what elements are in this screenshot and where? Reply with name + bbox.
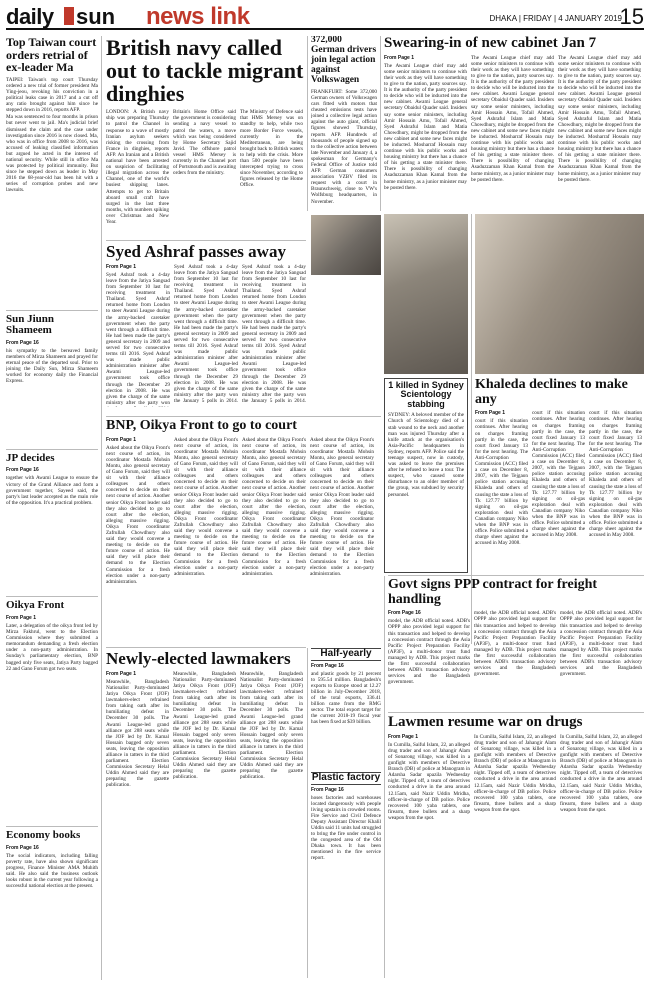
headline: 372,000 German drivers join legal action against Volkswagen [311, 36, 377, 85]
article-column: Asked about the Oikya Front's next course of action, its coordinator Mostafa Mohsin Montu, also general secretary of Gano Forum, said they will sit with their alliance colleagues and others concerned to decide on their next course of action. Another senior Oikya Front leader said they also decided to go to court after the election, alleging massive rigging. Oikya Front coordinator Zafrullah Chowdhury also said they would convene a meeting to decide on the future course of action. He said they will place their demand to the Election Commission for a fresh election under a non-party administration. [242, 436, 306, 577]
article-column: Syed Ashraf took a 4-day leave from the Jatiya Sangsad from September 10 last for receiving treatment in Thailand. Syed Ashraf returned home from London to steer Awami League during the army-backed caretaker government when the party went through a difficult time. He had been made the party's general secretary in 2009 and served for two consecutive terms till 2016. Syed Ashraf was made public administration minister after Awami League-led government took office through the December 29 election in 2008. He was given the charge of the same ministry after the party won the January 5 polls in 2014. [174, 263, 238, 404]
article-body: SYDNEY: A beloved member of the Church of Scientology died of a stab wound to the neck and another man was injured Thursday after a knife attack at the organisation's Asia-Pacific headquarters in Sydney, reports AFP. Police said the teenage suspect, now in custody, was asked to leave the premises after he refused to leave a tour. The suspect, who caused some disturbance to an older member of the group, was subdued by security personnel. [388, 412, 464, 498]
article-column: Asked about the Oikya Front's next course of action, its coordinator Mostafa Mohsin Montu, also general secretary of Gano Forum, said they will sit with their alliance colleagues and others concerned to decide on their next course of action. Another senior Oikya Front leader said they also decided to go to court after the election, alleging massive rigging. Oikya Front coordinator Zafrullah Chowdhury also said they would convene a meeting to decide on the future course of action. He said they will place their demand to the Election Commission for a fresh election under a non-party administration. [106, 444, 170, 585]
article-column: LONDON: A British navy ship was preparing Thursday to patrol the Channel in response to a wave of mostly Iranian asylum seekers risking the crossing from France in dinghies, reports AFP. An Iranian and a British national have been arrested on suspicion of facilitating illegal migration across the Channel, one of the world's busiest shipping lanes. Attempts to get to Britain aboard small craft have surged in the last three months, with numbers spiking over Christmas and New Year. [106, 109, 169, 225]
headline: Economy books [6, 828, 81, 841]
article-column: Britain's Home Office said the government is considering sending a navy vessel to patrol the waters, a move which was being considered by Home Secretary Sajid Javid. The offshore patrol vessel HMS Mersey is currently in the Channel port of Portsmouth and is awaiting orders from the ministry. [173, 109, 236, 177]
headline: Syed Ashraf passes away [106, 243, 286, 261]
article-column: The Awami League chief may add some senior ministers to continue with their work as they will have something to give to the nation, party sources say. It is the authority of the party president to decide who will be inducted into the new cabinet. Awami League general secretary Obaidul Quader said. Insiders say some senior ministers, including Amir Hossain Amu, Tofail Ahmed, Syed Ashraful Islam and Matia Chowdhury, might be dropped from the new cabinet and some new faces might be inducted. Mosharraf Hossain may continue with his public works and housing ministry but there has a chance of his getting a state minister there. There is possibility of changing Asaduzzaman Khan Kamal from the home ministry, as a junior minister may be posted there. [471, 54, 554, 183]
article-column: In Cumilla, Saiful Islam, 22, an alleged drug trader and son of Jahangir Alam of Sonarong village, was killed in a gunfight with members of Detective Branch (DB) of police at Manogram in Adarsha Sadar upazila Wednesday night. Tipped off, a team of detectives conducted a drive in the area around 12.15am, said Nazir Uddin Mridha, officer-in-charge of DB police. Police recovered 100 yaba tablets, one firearm, three bullets and a sharp weapon from the spot. [560, 733, 642, 813]
masthead [6, 4, 644, 30]
headline: Half-yearly [311, 648, 381, 661]
article-body: together with Awami League to ensure the victory of the Grand Alliance and form a government together, Sayeed said, the party's last leader accepted as the main role of the opposition. It's a practical problem. [6, 475, 98, 506]
article-sydney-stabbing [384, 378, 468, 573]
headline: BNP, Oikya Front to go to court [106, 419, 297, 433]
jump-line: From Page 1 [106, 263, 137, 270]
paragraph: TAIPEI: Taiwan's top court Thursday ordered a new trial of former president Ma Ying-jeou, revoking his conviction in a political leaks case in 2017 and a cut off any ratio brought against him since he stepped down in 2016, reports AFP. [6, 76, 98, 114]
photo-image [475, 214, 644, 374]
article-column: Meanwhile, Bangladesh Nationalist Party-dominated Jatiya Oikya Front (JOF) lawmakers-elect refrained from taking oath after its humiliating defeat in December 30 polls. The Awami League-led grand alliance got 288 seats while the JOF led by Dr. Kamal Hossain bagged only seven seats, leaving the opposition alliance in tatters in the third parliament. Election Commission Secretary Helal Uddin Ahmed said they are preparing the gazette publication. [173, 670, 236, 781]
article-lawmen-drugs [388, 715, 644, 978]
jump-line: From Page 16 [6, 339, 39, 346]
divider [6, 596, 98, 597]
page-number: 15 [619, 4, 644, 29]
photo-portrait [311, 215, 381, 275]
headline: Newly-elected lawmakers [106, 650, 291, 668]
article-body: FRANKFURT: Some 372,000 German owners of Volkswagen cars fitted with motors that cheated emissions tests have joined a collective legal action against the auto giant, official figures showed Thursday, reports AFP. Hundreds of thousands of people signed up to the collective action between late November and January 4, a spokesman for Germany's Federal Office of Justice told AFP. German consumers association VZBV filed its request with a court in Braunschweig, close to VW's Wolfsburg headquarters, in November. [311, 88, 377, 205]
headline: Govt signs PPP contract for freight handling [388, 578, 598, 607]
article-column: In Cumilla, Saiful Islam, 22, an alleged drug trader and son of Jahangir Alam of Sonarong village, was killed in a gunfight with members of Detective Branch (DB) of police at Manogram in Adarsha Sadar upazila Wednesday night. Tipped off, a team of detectives conducted a drive in the area around 12.15am, said Nazir Uddin Mridha, officer-in-charge of DB police. Police recovered 100 yaba tablets, one firearm, three bullets and a sharp weapon from the spot. [388, 741, 470, 821]
divider [388, 575, 644, 576]
article-lawmakers [106, 650, 304, 978]
article-column: Syed Ashraf took a 4-day leave from the Jatiya Sangsad from September 10 last for receiving treatment in Thailand. Syed Ashraf returned home from London to steer Awami League during the army-backed caretaker government when the party went through a difficult time. He had been made the party's general secretary in 2009 and served for two consecutive terms till 2016. Syed Ashraf was made public administration minister after Awami League-led government took office through the December 29 election in 2008. He was given the charge of the same ministry after the party won [106, 271, 170, 406]
divider [106, 647, 306, 648]
photo-image [384, 214, 468, 374]
headline: 1 killed in Sydney Scientology stabbing [388, 380, 464, 409]
article-govt-ppp [388, 578, 644, 708]
article-half-yearly [311, 648, 381, 768]
headline: JP decides [6, 451, 55, 464]
article-column: The Ministry of Defence said that HMS Mersey was on standby to help, while two more Border Force vessels, currently in the Mediterranean, are being brought back to British waters to help with the crisis. More than 500 people have been intercepted trying to cross since November, according to figures released by the Home Office. [240, 109, 303, 189]
article-syed-ashraf [106, 243, 306, 413]
article-column: model, the ADB official noted. ADB's OPPP also provided legal support for this transaction and helped to develop a concession contract through the Asia Pacific Project Preparation Facility (AP3F), a multi-donor trust fund managed by ADB. This project marks the first successful collaboration between ADB's transaction advisory services and the Bangladesh government. [560, 610, 642, 678]
divider [106, 240, 306, 241]
divider [106, 416, 381, 417]
article-body: hoses factories and warehouses located dangerously with people living upstairs in crowded rooms. Fire Service and Civil Defence Deputy Assistant Director Khalil Uddin said 11 units had struggled to bring the fire under control in the congested area of the Old Dhaka town. It has been mentioned in the fire service report. [311, 794, 381, 862]
article-body: and plastic goods by 21 percent to 595.54 million. Bangladesh's exports to Europe stood at 12.27 billion in July-December 2018, of the total exports, 336.41 billion came from the RMG sector. The total export target for the current 2018-19 fiscal year has been fixed at $39 billion. [311, 670, 381, 726]
article-column: Meanwhile, Bangladesh Nationalist Party-dominated Jatiya Oikya Front (JOF) lawmakers-elect refrained from taking oath after its humiliating defeat in December 30 polls. The Awami League-led grand alliance got 288 seats while the JOF led by Dr. Kamal Hossain bagged only seven seats, leaving the opposition alliance in tatters in the third parliament. Election Commission Secretary Helal Uddin Ahmed said they are preparing the gazette publication. [240, 670, 303, 781]
article-body: Later, a delegation of the oikya front led by Mirza Fakhrul, went to the Election Commission where they submitted a memorandum demanding a fresh election under a non-party administration. In Sunday's parliamentary election, BNP bagged only five seats, Jatiya Party bagged 22 and Gano Forum got two seats. [6, 622, 98, 672]
jump-line: From Page 1 [384, 54, 415, 61]
headline: Swearing-in of new cabinet Jan 7 [384, 36, 597, 51]
jump-line: From Page 16 [388, 610, 421, 617]
column-rule [101, 36, 102, 980]
article-column: Syed Ashraf took a 4-day leave from the Jatiya Sangsad from September 10 last for receiving treatment in Thailand. Syed Ashraf returned home from London to steer Awami League during the army-backed caretaker government when the party went through a difficult time. He had been made the party's general secretary in 2009 and served for two consecutive terms till 2016. Syed Ashraf was made public administration minister after Awami League-led government took office through the December 29 election in 2008. He was given the charge of the same ministry after the party won the January 5 polls in 2014. [242, 263, 306, 404]
left-sidebar [6, 36, 98, 980]
headline: Khaleda declines to make any [475, 378, 628, 407]
article-bnp-oikya [106, 419, 381, 644]
article-column: model, the ADB official noted. ADB's OPPP also provided legal support for this transaction and helped to develop a concession contract through the Asia Pacific Project Preparation Facility (AP3F), a multi-donor trust fund managed by ADB. This project marks the first successful collaboration between ADB's transaction advisory services and the Bangladesh government. [474, 610, 556, 678]
jump-line: From Page 1 [475, 410, 506, 417]
article-column: In Cumilla, Saiful Islam, 22, an alleged drug trader and son of Jahangir Alam of Sonarong village, was killed in a gunfight with members of Detective Branch (DB) of police at Manogram in Adarsha Sadar upazila Wednesday night. Tipped off, a team of detectives conducted a drive in the area around 12.15am, said Nazir Uddin Mridha, officer-in-charge of DB police. Police recovered 100 yaba tablets, one firearm, three bullets and a sharp weapon from the spot. [474, 733, 556, 813]
article-volkswagen [311, 36, 377, 211]
divider [6, 449, 98, 450]
article-column: court if this situation continues. After hearing on charges framing partly in the case, the court fixed January 13 for the next hearing. The Anti-Corruption Commission (ACC) filed a case on December 8, 2007, with the Tejgaon police station accusing Khaleda and others of causing the state a loss of Tk 127.77 billion by signing on oil-gas exploration deal with Canadian company Niko when the BNP was in office. Police submitted a charge sheet against the accused in May 2008. [589, 410, 642, 539]
jump-line: From Page 16 [6, 844, 39, 851]
column-rule [384, 576, 385, 978]
article-body: his sympathy to the bereaved family members of Mirza Shameem and prayed for eternal peace of the departed soul. Prior to joining the Daily Sun, Mirza Shameem worked for economy daily the Financial Express. [6, 347, 98, 385]
article-column: court if this situation continues. After hearing on charges framing partly in the case, the court fixed January 13 for the next hearing. The Anti-Corruption Commission (ACC) filed a case on December 8, 2007, with the Tejgaon police station accusing Khaleda and others of causing the state a loss of Tk 127.77 billion by signing on oil-gas exploration deal with Canadian company Niko when the BNP was in office. Police submitted a charge sheet against the accused in May 2008. [532, 410, 585, 539]
column-rule [307, 648, 308, 978]
article-column: Asked about the Oikya Front's next course of action, its coordinator Mostafa Mohsin Montu, also general secretary of Gano Forum, said they will sit with their alliance colleagues and others concerned to decide on their next course of action. Another senior Oikya Front leader said they also decided to go to court after the election, alleging massive rigging. Oikya Front coordinator Zafrullah Chowdhury also said they would convene a meeting to decide on the future course of action. He said they will place their demand to the Election Commission for a fresh election under a non-party administration. [310, 436, 374, 577]
article-column: The Awami League chief may add some senior ministers to continue with their work as they will have something to give to the nation, party sources say. It is the authority of the party president to decide who will be inducted into the new cabinet. Awami League general secretary Obaidul Quader said. Insiders say some senior ministers, including Amir Hossain Amu, Tofail Ahmed, Syed Ashraful Islam and Matia Chowdhury, might be dropped from the new cabinet and some new faces might be inducted. Mosharraf Hossain may continue with his public works and housing ministry but there has a chance of his getting a state minister there. There is possibility of changing Asaduzzaman Khan Kamal from the home ministry, as a junior minister may be posted there. [384, 62, 467, 191]
article-column: The Awami League chief may add some senior ministers to continue with their work as they will have something to give to the nation, party sources say. It is the authority of the party president to decide who will be inducted into the new cabinet. Awami League general secretary Obaidul Quader said. Insiders say some senior ministers, including Amir Hossain Amu, Tofail Ahmed, Syed Ashraful Islam and Matia Chowdhury, might be dropped from the new cabinet and some new faces might be inducted. Mosharraf Hossain may continue with his public works and housing ministry but there has a chance of his getting a state minister there. There is possibility of changing Asaduzzaman Khan Kamal from the home ministry, as a junior minister may be posted there. [558, 54, 641, 183]
article-body: The social indicators, including falling poverty rate, have also shown significant progress, Finance Minister AMA Muhith said. He also said the business outlook looks robust in the current year following a successful national election at the present. [6, 852, 98, 889]
headline: Oikya Front [6, 599, 65, 612]
jump-line: From Page 16 [311, 662, 344, 669]
logo-sun: sun [76, 4, 116, 29]
jump-line: From Page 16 [311, 786, 344, 793]
article-british-navy [106, 36, 304, 236]
headline: Top Taiwan court orders retrial of ex-leader Ma [6, 36, 97, 75]
jump-line: From Page 1 [388, 733, 419, 740]
column-rule [380, 36, 381, 211]
headline: Lawmen resume war on drugs [388, 715, 583, 730]
article-cabinet [384, 36, 644, 214]
jump-line: From Page 16 [6, 467, 39, 474]
jump-line: From Page 1 [106, 670, 137, 677]
article-column: model, the ADB official noted. ADB's OPPP also provided legal support for this transaction and helped to develop a concession contract through the Asia Pacific Project Preparation Facility (AP3F), a multi-donor trust fund managed by ADB. This project marks the first successful collaboration between ADB's transaction advisory services and the Bangladesh government. [388, 618, 470, 686]
article-column: Asked about the Oikya Front's next course of action, its coordinator Mostafa Mohsin Montu, also general secretary of Gano Forum, said they will sit with their alliance colleagues and others concerned to decide on their next course of action. Another senior Oikya Front leader said they also decided to go to court after the election, alleging massive rigging. Oikya Front coordinator Zafrullah Chowdhury also said they would convene a meeting to decide on the future course of action. He said they will place their demand to the Election Commission for a fresh election under a non-party administration. [174, 436, 238, 577]
headline: Plastic factory [311, 772, 381, 783]
logo-daily: daily [6, 4, 54, 29]
article-column: Meanwhile, Bangladesh Nationalist Party-dominated Jatiya Oikya Front (JOF) lawmakers-elect refrained from taking oath after its humiliating defeat in December 30 polls. The Awami League-led grand alliance got 288 seats while the JOF led by Dr. Kamal Hossain bagged only seven seats, leaving the opposition alliance in tatters in the third parliament. Election Commission Secretary Helal Uddin Ahmed said they are preparing the gazette publication. [106, 678, 169, 789]
paragraph: Ma was sentenced to four months in prison but never went to jail. Ma's judicial brief dismissed the claim and the case under investigation since 2016 is now closed. Ma, who was in office from 2008 to 2016, was accused of leaking classified information but argued he acted in the interest of national security. While still in office Ma was protected by political immunity. But since he stepped down as leader in May 2016 the 68-year-old has been hit with a series of corruption probes and new lawsuits. [6, 114, 98, 194]
article-body [6, 77, 98, 307]
headline: Sun Jiunn Shameem [6, 312, 55, 337]
photo-image [311, 215, 381, 275]
headline: British navy called out to tackle migrant dinghies [106, 36, 304, 107]
divider [6, 310, 98, 311]
dateline: DHAKA | FRIDAY | 4 JANUARY 2019 [489, 14, 622, 23]
divider [388, 712, 644, 713]
jump-line: From Page 1 [6, 614, 37, 621]
photo-lawmakers [384, 214, 468, 374]
column-rule [307, 36, 308, 211]
article-column: court if this situation continues. After hearing on charges framing partly in the case, the court fixed January 13 for the next hearing. The Anti-Corruption Commission (ACC) filed a case on December 8, 2007, with the Tejgaon police station accusing Khaleda and others of causing the state a loss of Tk 127.77 billion by signing on oil-gas exploration deal with Canadian company Niko when the BNP was in office. Police submitted a charge sheet against the accused in May 2008. [475, 418, 528, 547]
photo-cabinet [475, 214, 644, 374]
logo-mark [64, 7, 74, 25]
article-plastic-factory [311, 772, 381, 978]
section-title: news link [146, 3, 250, 30]
divider [6, 826, 98, 827]
article-khaleda [475, 378, 644, 568]
jump-line: From Page 1 [106, 436, 137, 443]
